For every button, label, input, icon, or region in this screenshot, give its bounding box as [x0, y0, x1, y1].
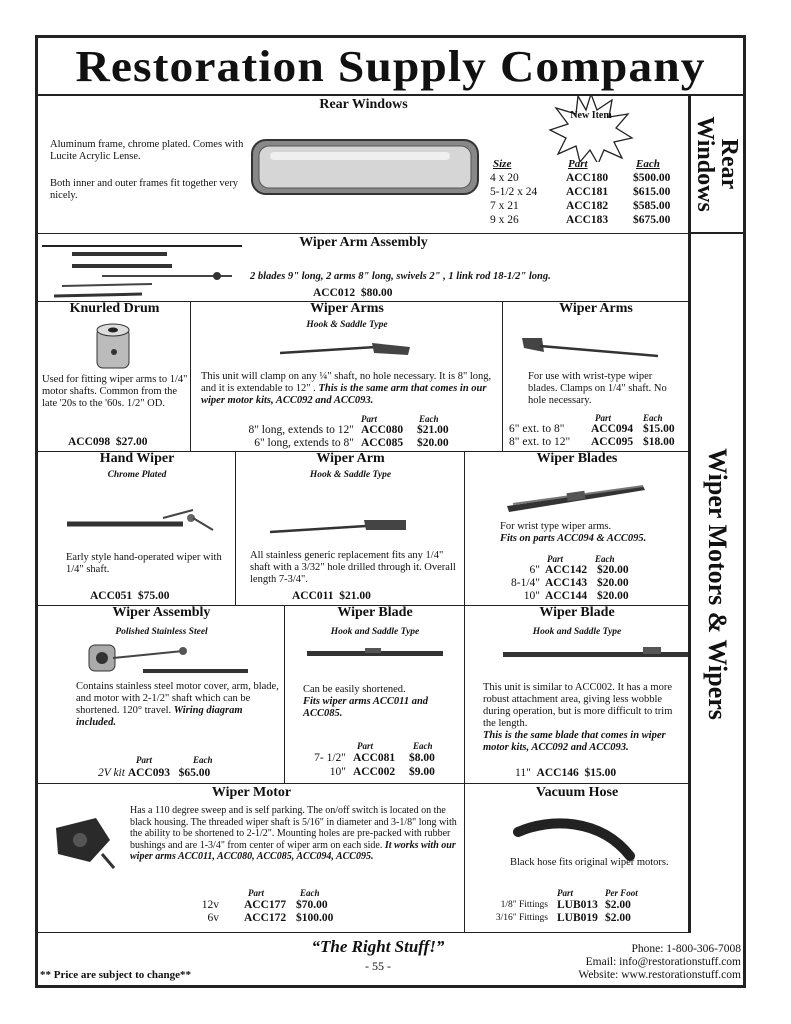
description: Early style hand-operated wiper with 1/4" shaft. — [66, 552, 222, 575]
section-wiper-motor — [38, 784, 465, 933]
part-number: ACC142 — [545, 564, 588, 576]
description: Used for fitting wiper arms to 1/4" motor shafts. Common from the late '20s to the '60s. 1/2" OD. — [42, 374, 188, 409]
price: $21.00 — [417, 424, 449, 436]
column-header: Size — [493, 158, 512, 170]
section-title: Wiper Arms — [559, 302, 633, 316]
price: $20.00 — [597, 590, 629, 602]
part-number: ACC011 — [292, 590, 334, 602]
description-text: Contains stainless steel motor cover, arm, blade, and motor with 2-1/2" shaft which can be shortened. 120° travel. — [76, 681, 279, 716]
price: $27.00 — [115, 436, 148, 448]
part-number: ACC081 — [353, 752, 396, 764]
description — [130, 805, 462, 863]
column-header: Part — [568, 158, 588, 170]
section-knurled-drum — [38, 302, 191, 452]
description — [500, 521, 685, 545]
part-number: LUB013 — [557, 899, 598, 911]
side-label-text: Wiper Motors & Wipers — [703, 447, 732, 720]
section-wiper-blade-robust — [465, 606, 689, 784]
part-number: ACC094 — [591, 423, 634, 435]
company-title: Restoration Supply Company — [75, 42, 706, 91]
section-title: Wiper Blade — [337, 606, 413, 620]
description-emphasis: This is the same blade that comes in wiper motor kits, ACC092 and ACC093. — [483, 730, 666, 753]
price-line — [313, 287, 393, 300]
description: For use with wrist-type wiper blades. Clamps on 1/4" shaft. No hole necessary. — [528, 371, 667, 406]
section-subtitle: Polished Stainless Steel — [115, 627, 208, 637]
column-header: Part — [595, 413, 612, 423]
page-footer — [38, 933, 743, 985]
price-disclaimer: ** Price are subject to change** — [40, 969, 192, 981]
column-header: Each — [636, 158, 660, 170]
wiper-arm-image — [518, 332, 668, 368]
section-wiper-blades — [465, 452, 689, 606]
row-label: 6" long, extends to 8" — [254, 437, 354, 449]
price: $20.00 — [597, 577, 629, 589]
kit-label: 2V kit — [98, 767, 125, 779]
column-header: Part — [361, 414, 378, 424]
section-wiper-assembly — [38, 606, 285, 784]
section-title: Wiper Motor — [211, 785, 292, 800]
description-text: This unit is similar to ACC002. It has a more robust attachment area, giving less wobble during operation, but is more difficult to trim the length. — [483, 682, 673, 729]
section-title: Wiper Arm Assembly — [299, 235, 428, 250]
part-number: ACC093 — [127, 767, 170, 779]
section-hand-wiper — [38, 452, 236, 606]
price: $20.00 — [417, 437, 449, 449]
hand-wiper-image — [63, 504, 223, 544]
rear-window-image — [250, 138, 480, 198]
row-label: 6" — [529, 564, 540, 576]
section-wiper-arms-hook-saddle — [191, 302, 503, 452]
section-title: Knurled Drum — [69, 302, 160, 316]
row-label: 8-1/4" — [511, 577, 540, 589]
row-label: 9 x 26 — [490, 214, 519, 226]
section-title: Wiper Blades — [536, 452, 618, 466]
description: All stainless generic replacement fits any 1/4" shaft with a 3/32" hole drilled through it. Overall length 7-3/4". — [250, 550, 456, 585]
contact-info — [578, 943, 741, 982]
new-item-starburst-icon — [546, 96, 636, 162]
phone: Phone: 1-800-306-7008 — [631, 943, 741, 955]
row-label: 12v — [201, 899, 219, 911]
part-number: ACC098 — [68, 436, 111, 448]
description — [303, 684, 463, 720]
row-label: 6" ext. to 8" — [509, 423, 565, 435]
wiper-assembly-image — [83, 639, 253, 679]
description — [483, 682, 683, 754]
description-text: For wrist type wiper arms. — [500, 521, 612, 532]
price: $675.00 — [633, 214, 671, 226]
section-subtitle: Hook and Saddle Type — [330, 627, 420, 637]
section-title: Wiper Blade — [539, 606, 615, 620]
part-number: ACC146 — [536, 767, 579, 779]
part-number: ACC002 — [353, 766, 396, 778]
column-header: Each — [300, 888, 320, 898]
row-label: 1/8" Fittings — [500, 900, 548, 910]
description-emphasis: It works with our wiper arms ACC011, ACC080, ACC085, ACC094, ACC095. — [130, 839, 456, 862]
part-number: ACC177 — [244, 899, 287, 911]
part-number: ACC180 — [566, 172, 609, 184]
column-header: Part — [547, 554, 564, 564]
description: Black hose fits original wiper motors. — [510, 857, 669, 868]
section-title: Wiper Arms — [310, 302, 384, 316]
website: Website: www.restorationstuff.com — [578, 969, 741, 981]
wiper-arm-image — [266, 510, 416, 540]
part-number: ACC143 — [545, 577, 588, 589]
section-subtitle: Hook & Saddle Type — [306, 320, 388, 330]
section-wiper-arm — [236, 452, 465, 606]
description-text: Has a 110 degree sweep and is self parking. The on/off switch is located on the black housing. The threaded wiper shaft is 5/16" in diameter and 3-1/8" long with the ability to be shortened to 2-1/2". Mounting holes are pre-packed with rubber bushings and are 1-3/4" from center of wiper arm on each side. — [130, 805, 457, 851]
wiper-blade-image — [305, 646, 445, 662]
part-number: ACC085 — [361, 437, 404, 449]
price: $65.00 — [178, 767, 211, 779]
row-label: 4 x 20 — [490, 172, 519, 184]
section-title: Hand Wiper — [99, 452, 175, 466]
catalog-page — [35, 35, 746, 988]
price: $15.00 — [584, 767, 617, 779]
wiper-blade-image — [503, 476, 653, 516]
column-header: Part — [557, 888, 574, 898]
description — [76, 681, 281, 729]
price: $20.00 — [597, 564, 629, 576]
wiper-arm-image — [276, 333, 416, 368]
part-number: ACC080 — [361, 424, 404, 436]
price-line — [90, 590, 170, 603]
wiper-blade-image — [465, 644, 689, 664]
section-title: Vacuum Hose — [535, 785, 619, 800]
new-item-badge: New Item — [570, 110, 612, 121]
section-wiper-arm-assembly — [38, 234, 689, 302]
part-number: ACC144 — [545, 590, 588, 602]
email: Email: info@restorationstuff.com — [585, 956, 741, 968]
section-title: Wiper Arm — [316, 452, 385, 466]
description-emphasis: This is the same arm that comes in our wiper motor kits, ACC092 and ACC093. — [201, 383, 487, 406]
part-number: ACC183 — [566, 214, 609, 226]
price: $2.00 — [605, 899, 631, 911]
price-line — [68, 436, 148, 449]
slogan: “The Right Stuff!” — [311, 937, 445, 956]
section-wiper-blade-hook — [285, 606, 465, 784]
price: $8.00 — [409, 752, 435, 764]
section-subtitle: Hook and Saddle Type — [532, 627, 622, 637]
row-label: 10" — [329, 766, 346, 778]
row-label: 5-1/2 x 24 — [490, 186, 538, 198]
description-text: This unit will clamp on any ¼" shaft, no hole necessary. It is 8" long, and it is extendable to 12" . — [201, 371, 492, 394]
section-wiper-arms-wrist — [503, 302, 689, 452]
description: 2 blades 9" long, 2 arms 8" long, swivels 2" , 1 link rod 18-1/2" long. — [250, 271, 551, 282]
vacuum-hose-image — [510, 812, 640, 862]
description-emphasis: Wiring diagram included. — [76, 705, 243, 728]
wiper-motor-image — [50, 814, 120, 874]
column-header: Part — [248, 888, 265, 898]
row-label: 10" — [523, 590, 540, 602]
row-label: 7 x 21 — [490, 200, 519, 212]
part-number: ACC172 — [244, 912, 287, 924]
section-subtitle: Hook & Saddle Type — [309, 470, 392, 480]
section-rear-windows — [38, 96, 689, 234]
wiper-arm-assembly-image — [42, 240, 247, 302]
row-label: 8" ext. to 12" — [509, 436, 571, 448]
row-label: 6v — [207, 912, 219, 924]
price: $585.00 — [633, 200, 671, 212]
knurled-drum-image — [93, 322, 133, 372]
page-header — [38, 38, 743, 96]
part-number: ACC095 — [591, 436, 634, 448]
price: $100.00 — [296, 912, 334, 924]
column-header: Part — [357, 741, 374, 751]
section-vacuum-hose — [465, 784, 689, 933]
column-header: Each — [413, 741, 433, 751]
price: $9.00 — [409, 766, 435, 778]
price: $75.00 — [137, 590, 170, 602]
price: $80.00 — [360, 287, 393, 299]
page-number: - 55 - — [365, 959, 391, 973]
part-number: LUB019 — [557, 912, 598, 924]
row-label: 8" long, extends to 12" — [248, 424, 354, 436]
row-label: 3/16" Fittings — [495, 913, 548, 923]
price-line — [515, 767, 616, 780]
column-header: Per Foot — [605, 888, 638, 898]
section-subtitle: Chrome Plated — [107, 470, 167, 480]
price-line — [98, 767, 210, 780]
column-header: Each — [643, 413, 663, 423]
price: $21.00 — [339, 590, 371, 602]
side-label-wipers — [689, 234, 743, 933]
price-line — [292, 590, 371, 603]
price: $500.00 — [633, 172, 671, 184]
part-number: ACC182 — [566, 200, 609, 212]
description-emphasis: Fits on parts ACC094 & ACC095. — [500, 533, 647, 544]
part-number: ACC012 — [313, 287, 356, 299]
column-header: Each — [419, 414, 439, 424]
price: $615.00 — [633, 186, 671, 198]
section-title: Wiper Assembly — [112, 606, 211, 620]
side-label-text: Rear Windows — [692, 116, 742, 212]
price: $18.00 — [643, 436, 675, 448]
section-title: Rear Windows — [319, 97, 408, 112]
description: Aluminum frame, chrome plated. Comes with Lucite Acrylic Lense. — [50, 139, 244, 162]
row-label: 7- 1/2" — [314, 752, 346, 764]
description-emphasis: Fits wiper arms ACC011 and ACC085. — [303, 696, 429, 719]
column-header: Part — [136, 755, 153, 765]
size-label: 11" — [515, 767, 531, 779]
description — [201, 371, 496, 407]
price: $15.00 — [643, 423, 675, 435]
side-label-rear-windows — [689, 96, 743, 234]
price: $2.00 — [605, 912, 631, 924]
price: $70.00 — [296, 899, 328, 911]
description-text: Can be easily shortened. — [303, 684, 406, 695]
description: Both inner and outer frames fit together very nicely. — [50, 178, 239, 201]
part-number: ACC051 — [90, 590, 133, 602]
part-number: ACC181 — [566, 186, 609, 198]
column-header: Each — [193, 755, 213, 765]
column-header: Each — [595, 554, 615, 564]
